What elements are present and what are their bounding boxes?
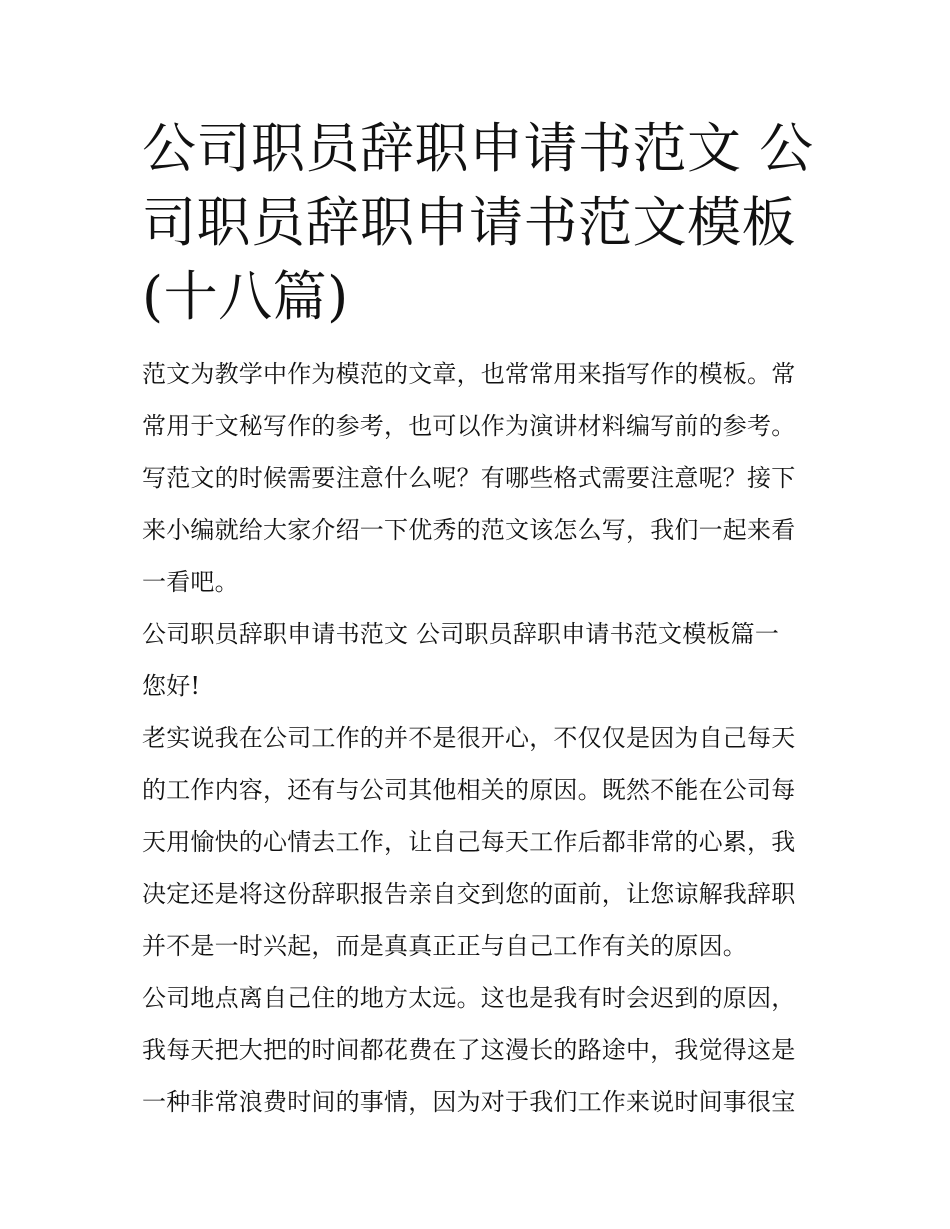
intro-paragraph: 范文为教学中作为模范的文章，也常常用来指写作的模板。常常用于文秘写作的参考，也可以作为演讲材料编写前的参考。写范文的时候需要注意什么呢？有哪些格式需要注意呢？接下来小编就给大家介绍一下优秀的范文该怎么写，我们一起来看一看吧。	[142, 360, 796, 596]
document-body	[142, 348, 814, 1128]
section-heading: 公司职员辞职申请书范文 公司职员辞职申请书范文模板篇一	[142, 620, 780, 648]
body-paragraph-1: 老实说我在公司工作的并不是很开心，不仅仅是因为自己每天的工作内容，还有与公司其他相关的原因。既然不能在公司每天用愉快的心情去工作，让自己每天工作后都非常的心累，我决定还是将这份辞职报告亲自交到您的面前，让您谅解我辞职并不是一时兴起，而是真真正正与自己工作有关的原因。	[142, 724, 796, 960]
document-content	[142, 112, 814, 1128]
document-title: 公司职员辞职申请书范文 公司职员辞职申请书范文模板(十八篇)	[142, 117, 814, 328]
body-paragraph-2: 公司地点离自己住的地方太远。这也是我有时会迟到的原因，我每天把大把的时间都花费在了这漫长的路途中，我觉得这是一种非常浪费时间的事情，因为对于我们工作来说时间事很宝	[142, 984, 796, 1116]
salutation: 您好!	[142, 672, 201, 700]
